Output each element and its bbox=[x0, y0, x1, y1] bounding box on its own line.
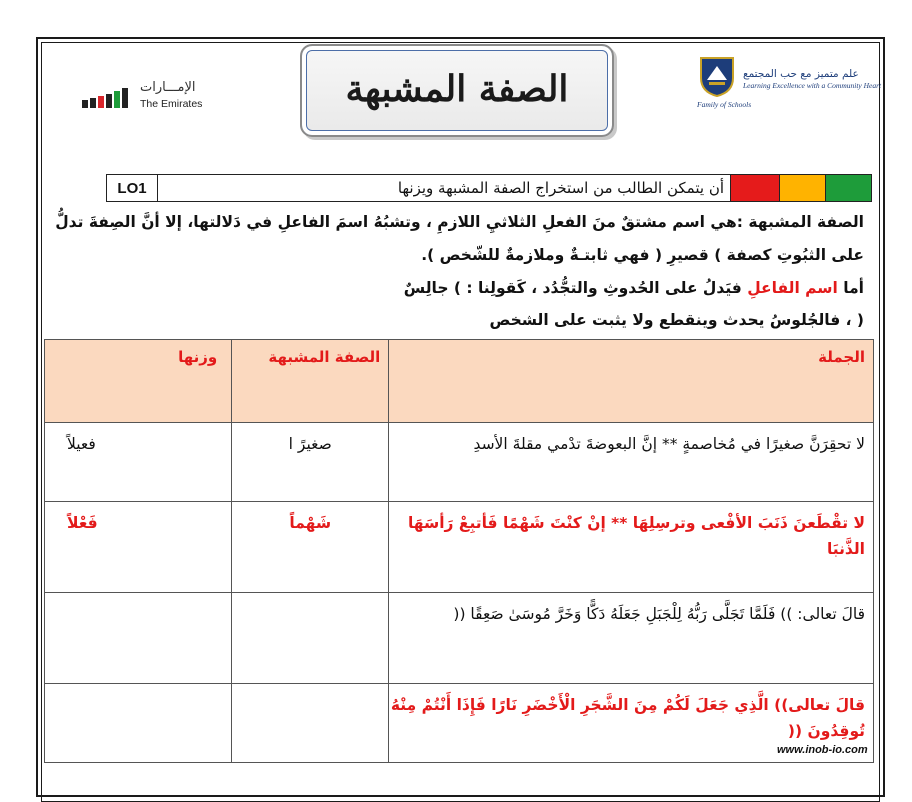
definition-line-4: ( ، فالجُلوسُ يحدث وينقطع ولا يثبت على الشخص bbox=[489, 311, 864, 329]
weight-cell bbox=[45, 593, 232, 684]
sentence-cell: لا تقْطَعنَ ذَنَبَ الأفْعى وترسِلِهَا ** إنْ كنْتَ شَهْمًا فَأتبِعْ رَأسَهَا الذَّنبَا bbox=[389, 502, 874, 593]
adjective-cell bbox=[232, 593, 389, 684]
definition-line-3-a: أما bbox=[837, 279, 864, 297]
table-row bbox=[45, 502, 874, 593]
definition-highlight: اسم الفاعلِ bbox=[747, 279, 838, 297]
definition-line-2: على الثبُوتِ كصفة ) قصيرِ ( فهي ثابتـةٌ وملازمةٌ للشّخص ). bbox=[421, 246, 864, 264]
header-sentence: الجملة bbox=[389, 340, 874, 423]
school-crest-icon bbox=[697, 54, 737, 98]
definition-line-3-b: فيَدلُ على الحُدوثِ والتجُّدُد ، كَقولِنا : ) جالِسٌ bbox=[403, 279, 748, 297]
table-row bbox=[45, 593, 874, 684]
title-box bbox=[300, 44, 614, 137]
weight-cell: فعيلاً bbox=[45, 423, 232, 502]
adjective-cell: شَهْماً bbox=[232, 502, 389, 593]
emirates-logo bbox=[80, 78, 230, 118]
footer-url: www.inob-io.com bbox=[777, 744, 868, 756]
school-ar-text: علم متميز مع حب المجتمع bbox=[743, 68, 859, 80]
header-adjective: الصفة المشبهة bbox=[232, 340, 389, 423]
objective-text: أن يتمكن الطالب من استخراج الصفة المشبهة ويزنها bbox=[158, 175, 731, 202]
sentence-cell: لا تحقِرَنَّ صغيرًا في مُخاصمةٍ ** إنَّ البعوضةَ تدْمي مقلةَ الأسدِ bbox=[389, 423, 874, 502]
traffic-light-yellow bbox=[780, 175, 826, 202]
objective-code: LO1 bbox=[107, 175, 158, 202]
objective-table bbox=[106, 174, 872, 202]
school-logo bbox=[695, 52, 885, 112]
examples-table bbox=[44, 339, 874, 763]
sentence-cell: قالَ تعالى: )) فَلَمَّا تَجَلَّى رَبُّهُ لِلْجَبَلِ جَعَلَهُ دَكًّا وَخَرَّ مُوسَىٰ صَعِقًا (( bbox=[389, 593, 874, 684]
traffic-light-red bbox=[731, 175, 780, 202]
weight-cell: فَعْلاً bbox=[45, 502, 232, 593]
emirates-ar-text: الإمـــارات bbox=[140, 80, 196, 95]
school-family-text: Family of Schools bbox=[697, 100, 752, 109]
sentence-cell: قالَ تعالى)) الَّذِي جَعَلَ لَكُمْ مِنَ الشَّجَرِ الْأَخْضَرِ نَارًا فَإِذَا أَنْتُمْ مِنْهُ تُوقِدُونَ (( bbox=[389, 684, 874, 763]
header-weight: وزنها bbox=[45, 340, 232, 423]
weight-cell bbox=[45, 684, 232, 763]
table-header-row bbox=[45, 340, 874, 423]
traffic-light-green bbox=[826, 175, 872, 202]
adjective-cell bbox=[232, 684, 389, 763]
table-row bbox=[45, 684, 874, 763]
school-en-text: Learning Excellence with a Community Heart bbox=[743, 81, 882, 90]
table-row bbox=[45, 423, 874, 502]
definition-line-1: الصفة المشبهة :هي اسم مشتقٌ منَ الفعلِ الثلاثيِ اللازمِ ، وتشبُهُ اسمَ الفاعلِ في دَلالتها، إلا أنَّ الصِفةَ تدلُّ bbox=[55, 213, 864, 231]
adjective-cell: صغيرً ا bbox=[232, 423, 389, 502]
emirates-en-text: The Emirates bbox=[140, 98, 203, 110]
emirates-bars-icon bbox=[82, 88, 132, 108]
definition-line-3 bbox=[44, 274, 864, 302]
page-title: الصفة المشبهة bbox=[345, 68, 569, 110]
